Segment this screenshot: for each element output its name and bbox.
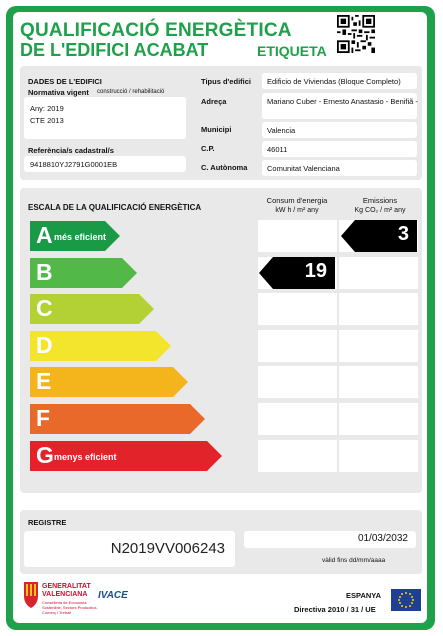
- normativa-year: Any: 2019: [30, 104, 64, 113]
- energy-class-letter: A: [36, 222, 53, 248]
- emissions-cell-c: [339, 293, 418, 325]
- emissions-cell-f: [339, 403, 418, 435]
- energy-class-b-arrow: [30, 258, 137, 288]
- registre-number-box: [24, 531, 235, 567]
- energy-class-caption: més eficient: [54, 232, 107, 242]
- ivace-logo: IVACE: [98, 590, 128, 601]
- consum-cell-g: [258, 440, 337, 472]
- emissions-unit: Kg CO₂ / m² any: [354, 207, 406, 214]
- consum-rating-badge: [259, 257, 335, 289]
- energy-class-f-arrow: [30, 404, 205, 434]
- registre-number: N2019VV006243: [110, 540, 225, 557]
- ca-label: C. Autònoma: [201, 163, 248, 172]
- title-line-2: DE L'EDIFICI ACABAT: [20, 40, 209, 60]
- energy-class-e-arrow: [30, 367, 188, 397]
- cp-value: 46011: [267, 145, 288, 154]
- emissions-rating-badge: [341, 220, 417, 252]
- emissions-rating-badge-value: 3: [397, 223, 409, 245]
- etiqueta-label: ETIQUETA: [257, 43, 327, 59]
- consum-cell-c: [258, 293, 337, 325]
- energy-class-letter: D: [36, 331, 53, 358]
- valid-date: 01/03/2032: [357, 533, 408, 544]
- consum-cell-a: [258, 220, 337, 252]
- municipi-label: Municipi: [201, 125, 232, 134]
- energy-class-letter: F: [36, 405, 51, 431]
- gva-line-2: VALENCIANA: [42, 591, 88, 598]
- ref-box: [24, 156, 186, 172]
- consum-label: Consum d'energia: [266, 196, 328, 205]
- gva-sub-2: Sostenible, Sectors Productius,: [42, 605, 98, 610]
- municipi-box: [262, 122, 417, 138]
- cp-box: [262, 141, 417, 157]
- emissions-cell-g: [339, 440, 418, 472]
- registre-label: REGISTRE: [28, 518, 67, 527]
- consum-cell-d: [258, 330, 337, 362]
- energy-class-c-arrow: [30, 294, 154, 324]
- ref-value: 9418810YJ2791G0001EB: [30, 160, 118, 169]
- emissions-cell-b: [339, 257, 418, 289]
- qr-code-icon: [337, 15, 375, 53]
- energy-class-letter: E: [36, 368, 52, 395]
- ca-value: Comunitat Valenciana: [267, 164, 340, 173]
- directiva-label: Directiva 2010 / 31 / UE: [294, 605, 376, 614]
- energy-class-letter: G: [36, 441, 54, 468]
- eu-flag-icon: [391, 589, 421, 611]
- normativa-box: [24, 97, 186, 139]
- adreca-box: [262, 93, 417, 119]
- energy-class-caption: menys eficient: [54, 451, 117, 462]
- municipi-value: Valencia: [267, 126, 296, 135]
- consum-cell-f: [258, 403, 337, 435]
- emissions-cell-d: [339, 330, 418, 362]
- adreca-value: Mariano Cuber - Ernesto Anastasio - Benifiã -: [267, 97, 418, 106]
- adreca-label: Adreça: [201, 97, 227, 106]
- emissions-cell-e: [339, 366, 418, 398]
- building-section-title: DADES DE L'EDIFICI: [28, 77, 102, 86]
- normativa-cte: CTE 2013: [30, 116, 64, 125]
- valid-label: vàlid fins dd/mm/aaaa: [322, 557, 386, 564]
- gva-logo-icon: [22, 580, 40, 610]
- consum-rating-badge-value: 19: [304, 259, 327, 282]
- cp-label: C.P.: [201, 144, 215, 153]
- espanya-label: ESPANYA: [346, 591, 382, 600]
- energy-class-d-arrow: [30, 331, 171, 361]
- normativa-sub-label: construcció / rehabilitació: [97, 89, 165, 95]
- consum-unit: kW h / m² any: [275, 207, 319, 214]
- title-line-1: QUALIFICACIÓ ENERGÈTICA: [20, 20, 292, 41]
- energy-class-letter: B: [36, 258, 53, 285]
- energy-class-g-arrow: [30, 441, 222, 471]
- energy-class-letter: C: [36, 295, 53, 322]
- ref-label: Referència/s cadastral/s: [28, 146, 114, 155]
- normativa-label: Normativa vigent: [28, 88, 89, 97]
- gva-line-1: GENERALITAT: [42, 583, 91, 590]
- tipus-label: Tipus d'edifici: [201, 77, 251, 86]
- tipus-box: [262, 73, 417, 89]
- emissions-label: Emissions: [362, 196, 398, 205]
- tipus-value: Edificio de Viviendas (Bloque Completo): [267, 77, 401, 86]
- consum-cell-e: [258, 366, 337, 398]
- energy-class-a-arrow: [30, 221, 120, 251]
- ca-box: [262, 160, 417, 176]
- gva-sub-1: Conselleria de Economia: [42, 600, 87, 605]
- scale-title: ESCALA DE LA QUALIFICACIÓ ENERGÈTICA: [28, 203, 202, 212]
- valid-date-box: [244, 531, 416, 548]
- gva-sub-3: Comerç i Treball: [42, 610, 72, 615]
